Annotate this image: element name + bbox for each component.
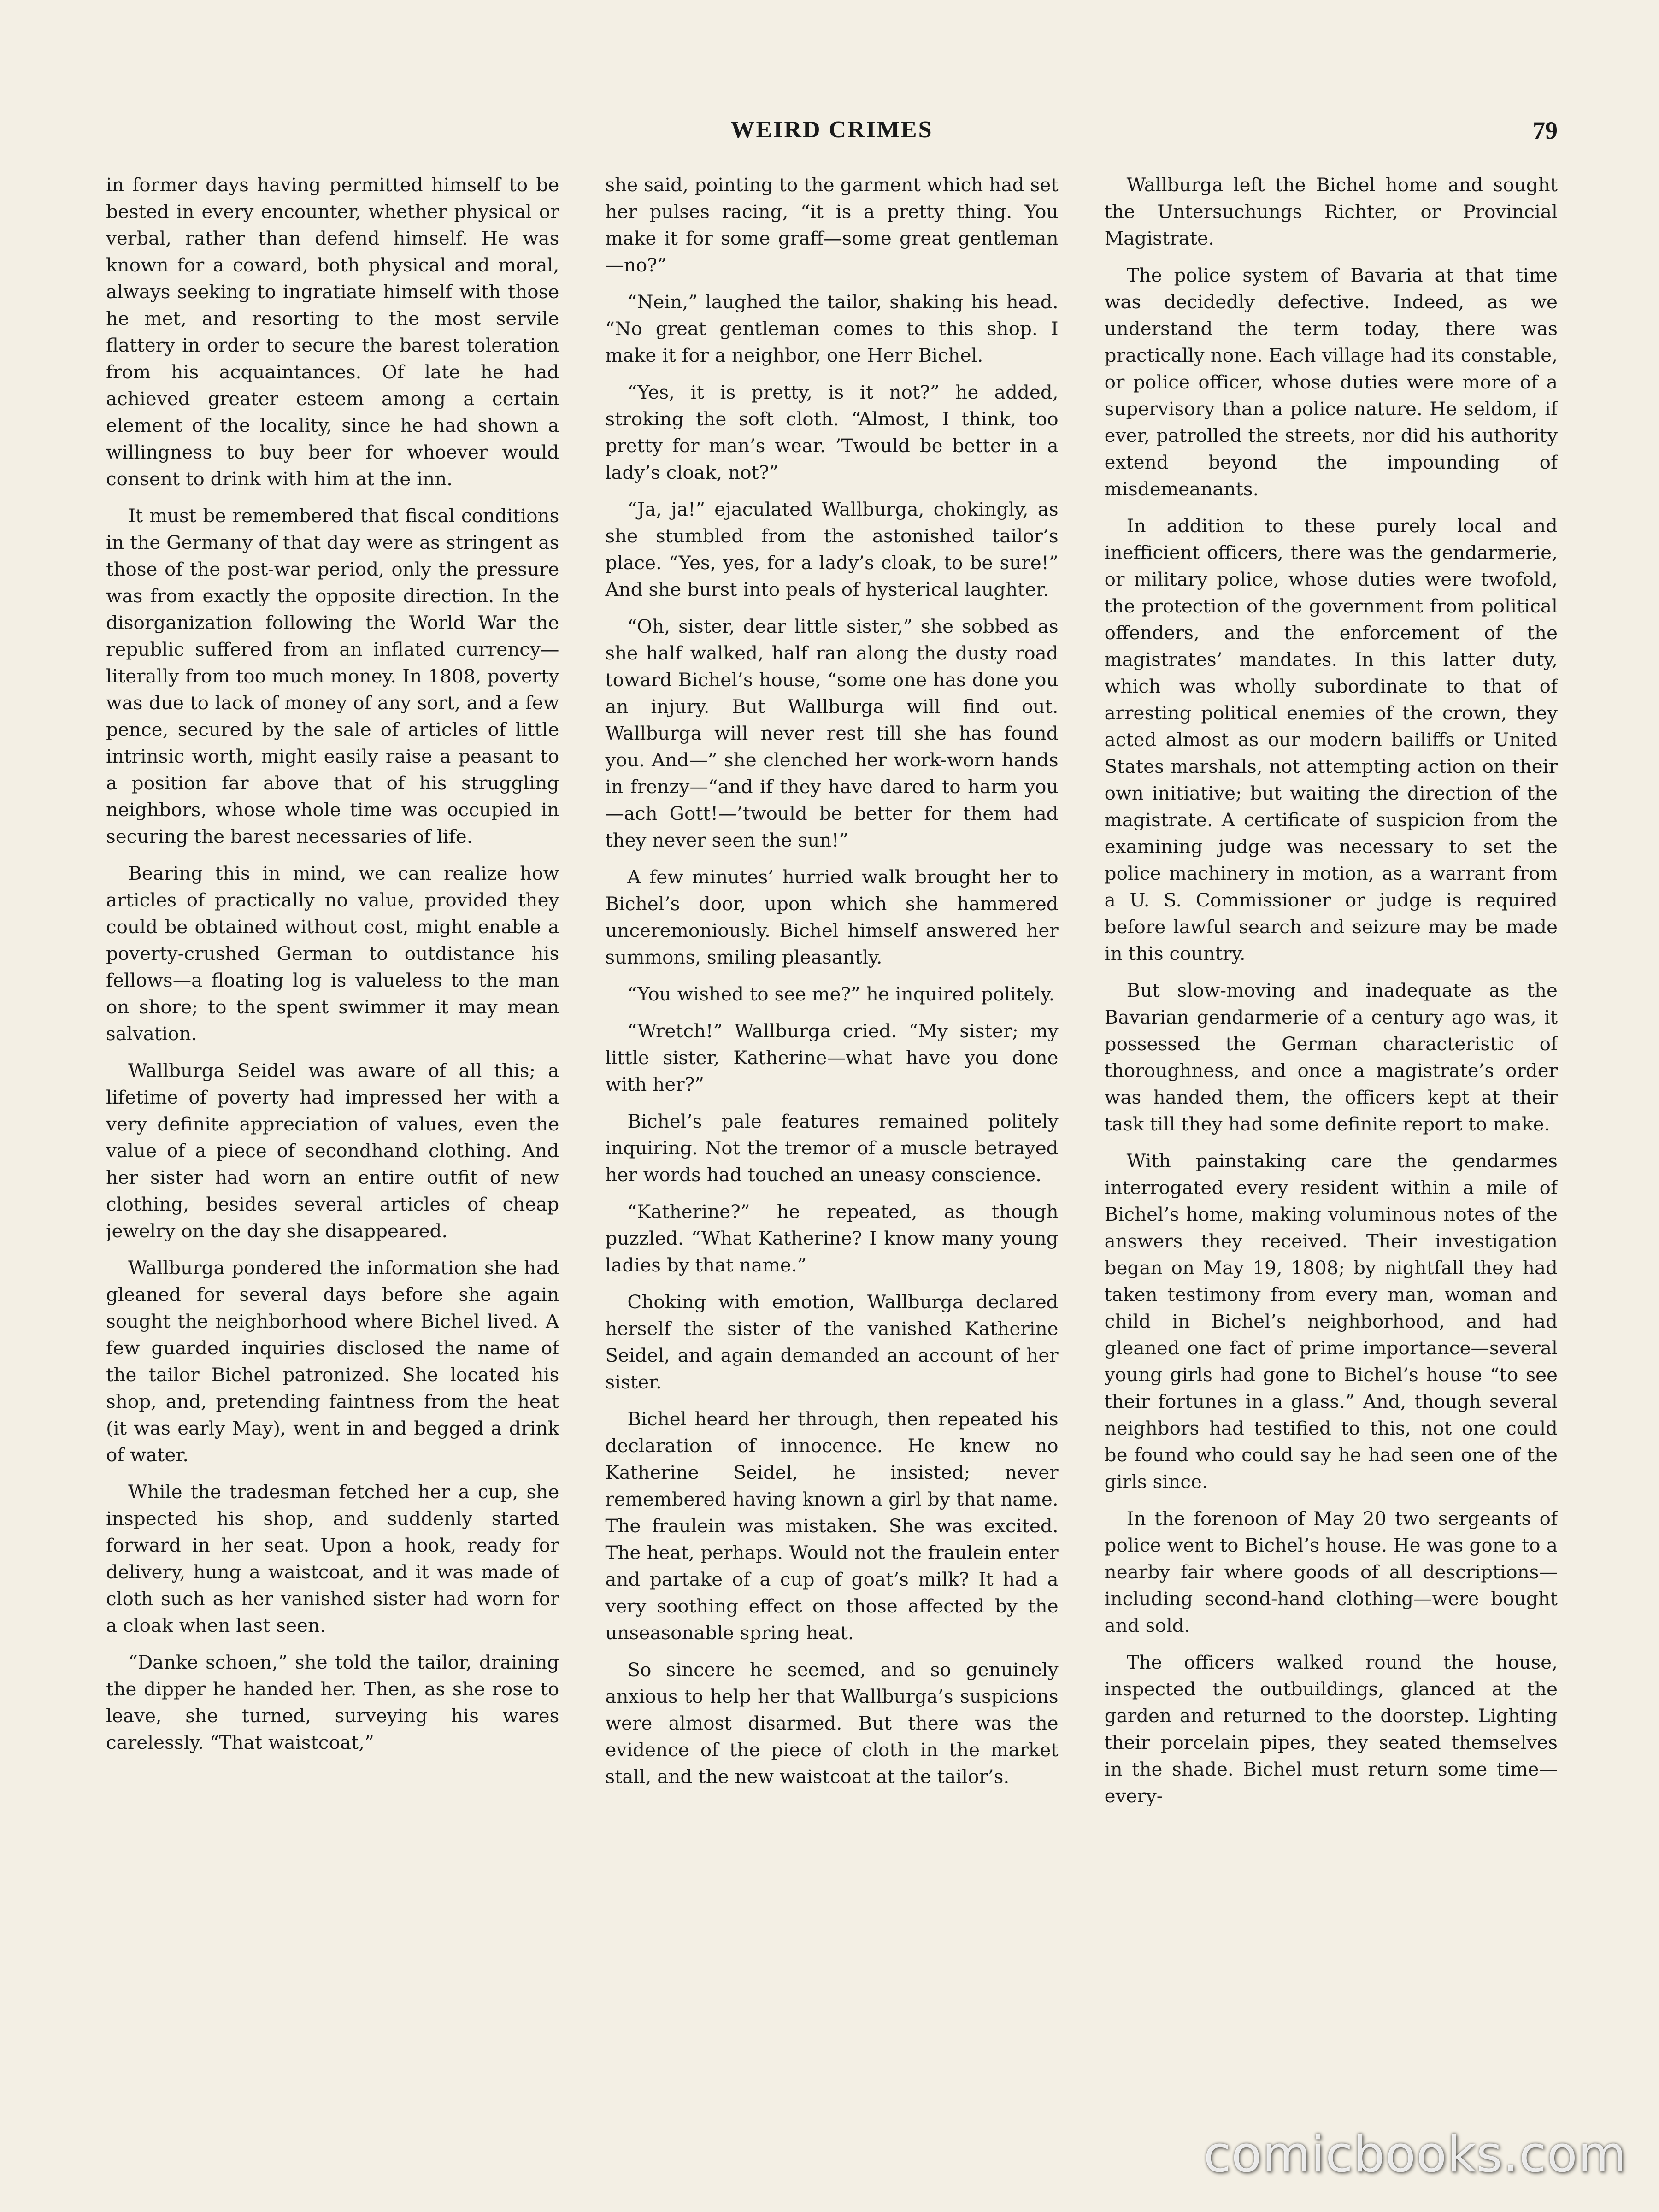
paragraph: In addition to these purely local and inefficient officers, there was the gendarmerie, or military police, whose duties were twofold, the protection of the government from political offenders, and the enforcement of the magistrates’ mandates. In this latter duty, which was wholly subordinate to that of arresting political enemies of the crown, they acted almost as our modern bailiffs or United States marshals, not attempting action on their own initiative; but waiting the direction of the magistrate. A certificate of suspicion from the examining judge was necessary to set the police machinery in motion, as a warrant from a U. S. Commissioner or judge is required before lawful search and seizure may be made in this country. <box>1104 515 1558 965</box>
article-body <box>106 171 1558 2075</box>
paragraph: she said, pointing to the garment which had set her pulses racing, “it is a pretty thing. You make it for some graff—some great gentleman—no?” <box>605 174 1059 276</box>
paragraph: “Yes, it is pretty, is it not?” he added, stroking the soft cloth. “Almost, I think, too pretty for man’s wear. ’Twould be better in a lady’s cloak, not?” <box>605 381 1059 483</box>
paragraph: “Ja, ja!” ejaculated Wallburga, chokingly, as she stumbled from the astonished tailor’s place. “Yes, yes, for a lady’s cloak, to be sure!” And she burst into peals of hysterical laughter. <box>605 498 1059 600</box>
column-2 <box>605 171 1058 2075</box>
paragraph: Bearing this in mind, we can realize how articles of practically no value, provided they could be obtained without cost, might enable a poverty-crushed German to outdistance his fellows—a floating log is valueless to the man on shore; to the spent swimmer it may mean salvation. <box>106 862 559 1045</box>
paragraph: Wallburga pondered the information she had gleaned for several days before she again sought the neighborhood where Bichel lived. A few guarded inquiries disclosed the name of the tailor Bichel patronized. She located his shop, and, pretending faintness from the heat (it was early May), went in and begged a drink of water. <box>106 1257 559 1466</box>
paragraph: The police system of Bavaria at that time was decidedly defective. Indeed, as we understand the term today, there was practically none. Each village had its constable, or police officer, whose duties were more of a supervisory than a police nature. He seldom, if ever, patrolled the streets, nor did his authority extend beyond the impounding of misdemeanants. <box>1104 264 1558 500</box>
paragraph: In the forenoon of May 20 two sergeants of police went to Bichel’s house. He was gone to a nearby fair where goods of all descriptions—including second-hand clothing—were bought and sold. <box>1104 1507 1558 1636</box>
column-1 <box>106 171 559 2075</box>
paragraph: So sincere he seemed, and so genuinely anxious to help her that Wallburga’s suspicions were almost disarmed. But there was the evidence of the piece of cloth in the market stall, and the new waistcoat at the tailor’s. <box>605 1659 1059 1788</box>
paragraph: A few minutes’ hurried walk brought her to Bichel’s door, upon which she hammered unceremoniously. Bichel himself answered her summons, smiling pleasantly. <box>605 866 1059 968</box>
paragraph: With painstaking care the gendarmes interrogated every resident within a mile of Bichel’s home, making voluminous notes of the answers they received. Their investigation began on May 19, 1808; by nightfall they had taken testimony from every man, woman and child in Bichel’s neighborhood, and had gleaned one fact of prime importance—several young girls had gone to Bichel’s house “to see their fortunes in a glass.” And, though several neighbors had testified to this, not one could be found who could say he had seen one of the girls since. <box>1104 1150 1558 1493</box>
paragraph: Bichel’s pale features remained politely inquiring. Not the tremor of a muscle betrayed her words had touched an uneasy conscience. <box>605 1110 1059 1186</box>
paragraph: But slow-moving and inadequate as the Bavarian gendarmerie of a century ago was, it possessed the German characteristic of thoroughness, and once a magistrate’s order was handed them, the officers kept at their task till they had some definite report to make. <box>1104 979 1558 1135</box>
paragraph: The officers walked round the house, inspected the outbuildings, glanced at the garden and returned to the doorstep. Lighting their porcelain pipes, they seated themselves in the shade. Bichel must return some time—every- <box>1104 1651 1558 1807</box>
paragraph: Choking with emotion, Wallburga declared herself the sister of the vanished Katherine Seidel, and again demanded an account of her sister. <box>605 1291 1059 1393</box>
paragraph: “Oh, sister, dear little sister,” she sobbed as she half walked, half ran along the dusty road toward Bichel’s house, “some one has done you an injury. But Wallburga will find out. Wallburga will never rest till she has found you. And—” she clenched her work-worn hands in frenzy—“and if they have dared to harm you—ach Gott!—’twould be better for them had they never seen the sun!” <box>605 615 1059 851</box>
paragraph: in former days having permitted himself to be bested in every encounter, whether physical or verbal, rather than defend himself. He was known for a coward, both physical and moral, always seeking to ingratiate himself with those he met, and resorting to the most servile flattery in order to secure the barest toleration from his acquaintances. Of late he had achieved greater esteem among a certain element of the locality, since he had shown a willingness to buy beer for whoever would consent to drink with him at the inn. <box>106 174 559 490</box>
page-header <box>106 116 1558 153</box>
running-head: WEIRD CRIMES <box>730 117 933 143</box>
paragraph: Wallburga left the Bichel home and sought the Untersuchungs Richter, or Provincial Magistrate. <box>1104 174 1558 249</box>
paragraph: “Katherine?” he repeated, as though puzzled. “What Katherine? I know many young ladies by that name.” <box>605 1200 1059 1276</box>
page-number: 79 <box>1533 117 1558 144</box>
column-3 <box>1105 171 1558 2075</box>
paragraph: “Danke schoen,” she told the tailor, draining the dipper he handed her. Then, as she rose to leave, she turned, surveying his wares carelessly. “That waistcoat,” <box>106 1651 559 1753</box>
paragraph: “Nein,” laughed the tailor, shaking his head. “No great gentleman comes to this shop. I make it for a neighbor, one Herr Bichel. <box>605 291 1059 366</box>
paragraph: “You wished to see me?” he inquired politely. <box>627 983 1055 1005</box>
paragraph: “Wretch!” Wallburga cried. “My sister; my little sister, Katherine—what have you done with her?” <box>605 1020 1059 1095</box>
paragraph: Bichel heard her through, then repeated his declaration of innocence. He knew no Katherine Seidel, he insisted; never remembered having known a girl by that name. The fraulein was mistaken. She was excited. The heat, perhaps. Would not the fraulein enter and partake of a cup of goat’s milk? It had a very soothing effect on those affected by the unseasonable spring heat. <box>605 1408 1059 1644</box>
paragraph: It must be remembered that fiscal conditions in the Germany of that day were as stringent as those of the post-war period, only the pressure was from exactly the opposite direction. In the disorganization following the World War the republic suffered from an inflated currency—literally from too much money. In 1808, poverty was due to lack of money of any sort, and a few pence, secured by the sale of articles of little intrinsic worth, might easily raise a peasant to a position far above that of his struggling neighbors, whose whole time was occupied in securing the barest necessaries of life. <box>106 505 559 847</box>
paragraph: Wallburga Seidel was aware of all this; a lifetime of poverty had impressed her with a very definite appreciation of values, even the value of a piece of secondhand clothing. And her sister had worn an entire outfit of new clothing, besides several articles of cheap jewelry on the day she disappeared. <box>106 1059 559 1242</box>
watermark: comicbooks.com <box>1203 2126 1627 2183</box>
paragraph: While the tradesman fetched her a cup, she inspected his shop, and suddenly started forward in her seat. Upon a hook, ready for delivery, hung a waistcoat, and it was made of cloth such as her vanished sister had worn for a cloak when last seen. <box>106 1481 559 1636</box>
